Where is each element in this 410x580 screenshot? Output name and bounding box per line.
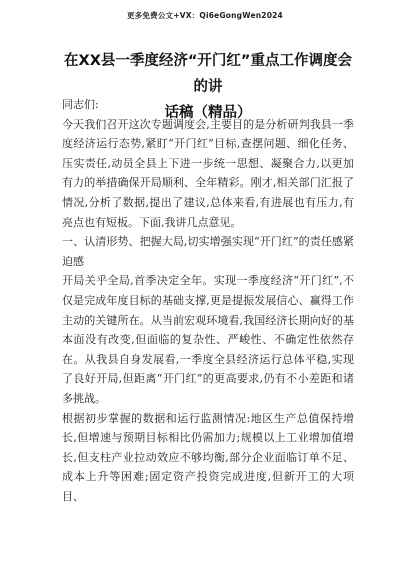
- paragraph-data: 根据初步掌握的数据和运行监测情况:地区生产总值保持增长,但增速与预期目标相比仍需加力;规模以上工业增加值增长,但支柱产业拉动效应不够均衡,部分企业面临订单不足、成本上升等困难;固定资产投资完成进度,但新开工的大项目、: [62, 411, 354, 503]
- paragraph-intro: 今天我们召开这次专题调度会,主要目的是分析研判我县一季度经济运行态势,紧盯“开门红”目标,查摆问题、细化任务、压实责任,动员全县上下进一步统一思想、凝聚合力,以更加有力的举措确保开局顺利、全年精彩。刚才,相关部门汇报了情况,分析了数据,提出了建议,总体来看,有进展也有压力,有亮点也有短板。下面,我讲几点意见。: [62, 117, 354, 229]
- title-line-2: 话稿（精品）: [164, 105, 252, 121]
- paragraph-section-1: 开局关乎全局,首季决定全年。实现一季度经济“开门红”,不仅是完成年度目标的基础支撑,更是提振发展信心、赢得工作主动的关键所在。从当前宏观环境看,我国经济长期向好的基本面没有改变,但面临的复杂性、严峻性、不确定性依然存在。从我县自身发展看,一季度全县经济运行总体平稳,实现了良好开局,但距离“开门红”的更高要求,仍有不小差距和诸多挑战。: [62, 274, 354, 405]
- section-heading-1: 一、认清形势、把握大局,切实增强实现“开门红”的责任感紧迫感: [62, 235, 354, 268]
- header-note: 更多免费公文+VX：Qi6eGongWen2024: [127, 11, 283, 20]
- salutation: 同志们:: [62, 98, 99, 111]
- title-line-1: 在XX县一季度经济“开门红”重点工作调度会的讲: [64, 53, 352, 95]
- document-body: [62, 95, 354, 506]
